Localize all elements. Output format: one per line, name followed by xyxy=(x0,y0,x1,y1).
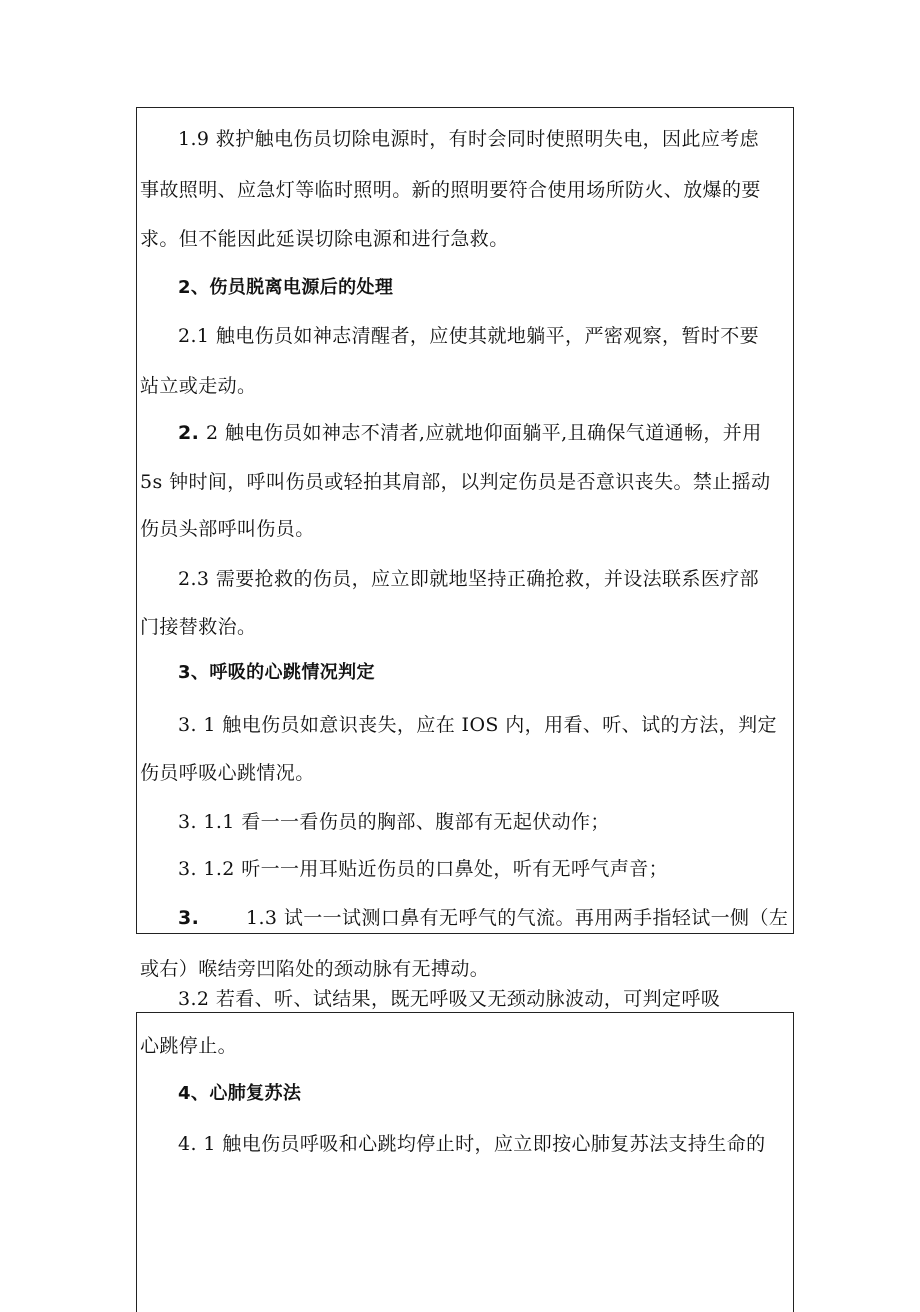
para-2-2-line-1: 2 触电伤员如神志不清者,应就地仰面躺平,且确保气道通畅，并用 xyxy=(206,422,762,444)
para-3-1-3-line-1: 1.3 试一一试测口鼻有无呼气的气流。再用两手指轻试一侧（左 xyxy=(246,907,789,929)
para-3-1-3-number: 3. xyxy=(178,907,200,929)
para-2-3-line-2: 门接替救治。 xyxy=(140,616,257,638)
para-2-1-line-2: 站立或走动。 xyxy=(140,375,257,397)
para-1-9-line-3: 求。但不能因此延误切除电源和进行急救。 xyxy=(140,228,509,250)
para-3-1-line-2: 伤员呼吸心跳情况。 xyxy=(140,762,315,784)
para-3-1-line-1: 3. 1 触电伤员如意识丧失，应在 IOS 内，用看、听、试的方法，判定 xyxy=(178,714,777,736)
heading-section-2: 2、伤员脱离电源后的处理 xyxy=(178,277,394,298)
para-3-1-2: 3. 1.2 听一一用耳贴近伤员的口鼻处，听有无呼气声音； xyxy=(178,858,669,880)
para-2-2-line-3: 伤员头部呼叫伤员。 xyxy=(140,518,315,540)
para-4-1-line-1: 4. 1 触电伤员呼吸和心跳均停止时，应立即按心肺复苏法支持生命的 xyxy=(178,1133,766,1155)
heading-section-3: 3、呼吸的心跳情况判定 xyxy=(178,662,375,683)
para-2-3-line-1: 2.3 需要抢救的伤员，应立即就地坚持正确抢救，并设法联系医疗部 xyxy=(178,568,760,590)
para-3-2-line-1: 3.2 若看、听、试结果，既无呼吸又无颈动脉波动，可判定呼吸 xyxy=(178,988,721,1010)
para-2-2-number: 2. xyxy=(178,422,200,444)
para-3-2-line-2: 心跳停止。 xyxy=(140,1035,238,1057)
heading-section-4: 4、心肺复苏法 xyxy=(178,1083,302,1104)
para-2-1-line-1: 2.1 触电伤员如神志清醒者，应使其就地躺平，严密观察，暂时不要 xyxy=(178,325,760,347)
para-1-9-line-2: 事故照明、应急灯等临时照明。新的照明要符合使用场所防火、放爆的要 xyxy=(140,179,761,201)
para-3-1-1: 3. 1.1 看一一看伤员的胸部、腹部有无起伏动作； xyxy=(178,811,610,833)
para-3-1-3-line-2: 或右）喉结旁凹陷处的颈动脉有无搏动。 xyxy=(140,958,490,980)
para-2-2-line-2: 5s 钟时间，呼叫伤员或轻拍其肩部，以判定伤员是否意识丧失。禁止摇动 xyxy=(140,471,771,493)
para-1-9-line-1: 1.9 救护触电伤员切除电源时，有时会同时使照明失电，因此应考虑 xyxy=(178,128,760,150)
